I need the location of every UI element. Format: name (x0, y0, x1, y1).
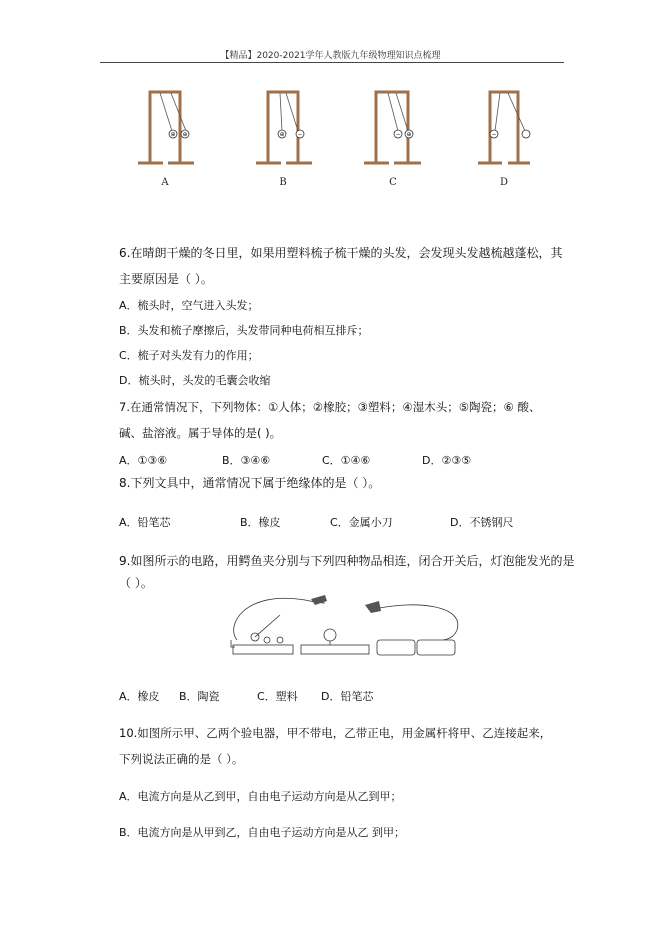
q9-stem-line1: 9.如图所示的电路，用鳄鱼夹分别与下列四种物品相连，闭合开关后，灯泡能发光的是 (119, 554, 575, 568)
charge-c2: ⊕ (406, 131, 412, 138)
figure-circuit (225, 585, 465, 660)
battery-2 (417, 640, 455, 655)
q10-stem-line2: 下列说法正确的是（ ）。 (119, 752, 244, 766)
q7-option-a: A．①③⑥ (119, 454, 168, 467)
stand-c-frame (376, 92, 408, 162)
q9-option-d: D．铅笔芯 (321, 690, 374, 703)
q10-option-a: A．电流方向是从乙到甲，自由电子运动方向是从乙到甲； (119, 790, 402, 803)
bulb (324, 629, 336, 641)
wire-left (234, 598, 325, 640)
charge-a2: ⊕ (182, 131, 188, 138)
switch-lever (255, 615, 280, 637)
base-left (233, 645, 293, 654)
charge-c1: − (395, 131, 401, 138)
q9-option-b: B．陶瓷 (179, 690, 220, 703)
q8-option-d: D．不锈钢尺 (450, 516, 514, 529)
q9-stem-line2: （ ）。 (119, 576, 153, 590)
q7-option-d: D．②③⑤ (422, 454, 472, 467)
q8-stem: 8.下列文具中，通常情况下属于绝缘体的是（ ）。 (119, 476, 381, 490)
clip-right (365, 601, 381, 613)
page-header: 【精品】2020-2021学年人教版九年级物理知识点梳理 (220, 51, 441, 61)
figure-hanging-balls (128, 82, 568, 192)
header-divider (100, 62, 564, 63)
q7-option-b: B．③④⑥ (222, 454, 271, 467)
stand-b-frame (268, 92, 298, 162)
q7-option-c: C．①④⑥ (322, 454, 371, 467)
q7-stem-line2: 碱、盐溶液。属于导体的是( )。 (119, 426, 282, 440)
q8-option-c: C．金属小刀 (330, 516, 393, 529)
charge-b1: ⊕ (279, 131, 285, 138)
stand-d-frame (490, 92, 518, 162)
q8-option-a: A．铅笔芯 (119, 516, 171, 529)
charge-b2: − (297, 131, 303, 138)
q6-stem-line1: 6.在晴朗干燥的冬日里，如果用塑料梳子梳干燥的头发，会发现头发越梳越蓬松，其 (119, 246, 563, 260)
q9-option-a: A．橡皮 (119, 690, 160, 703)
ball-d2 (522, 130, 530, 138)
q6-option-b: B．头发和梳子摩擦后，头发带同种电荷相互排斥； (119, 324, 369, 337)
clip-left (311, 595, 327, 605)
stand-a-frame (150, 92, 180, 162)
q7-stem-line1: 7.在通常情况下，下列物体：①人体；②橡胶；③塑料；④湿木头；⑤陶瓷；⑥ 酸、 (119, 400, 541, 414)
q6-option-d: D．梳头时，头发的毛囊会收缩 (119, 374, 271, 387)
q6-stem-line2: 主要原因是（ ）。 (119, 272, 213, 286)
q6-option-a: A．梳头时，空气进入头发； (119, 299, 259, 312)
q6-option-c: C．梳子对头发有力的作用； (119, 349, 259, 362)
label-c: C (389, 177, 397, 188)
charge-a1: ⊕ (170, 131, 176, 138)
wire-right (375, 605, 458, 640)
label-b: B (279, 177, 287, 188)
charge-d1: − (491, 131, 497, 138)
q10-stem-line1: 10.如图所示甲、乙两个验电器，甲不带电，乙带正电，用金属杆将甲、乙连接起来， (119, 726, 552, 740)
battery-1 (377, 640, 415, 655)
base-mid (301, 645, 369, 654)
q8-option-b: B．橡皮 (240, 516, 281, 529)
q9-option-c: C．塑料 (257, 690, 298, 703)
label-d: D (499, 177, 509, 188)
label-a: A (161, 177, 169, 188)
q10-option-b: B．电流方向是从甲到乙，自由电子运动方向是从乙 到甲； (119, 826, 406, 839)
